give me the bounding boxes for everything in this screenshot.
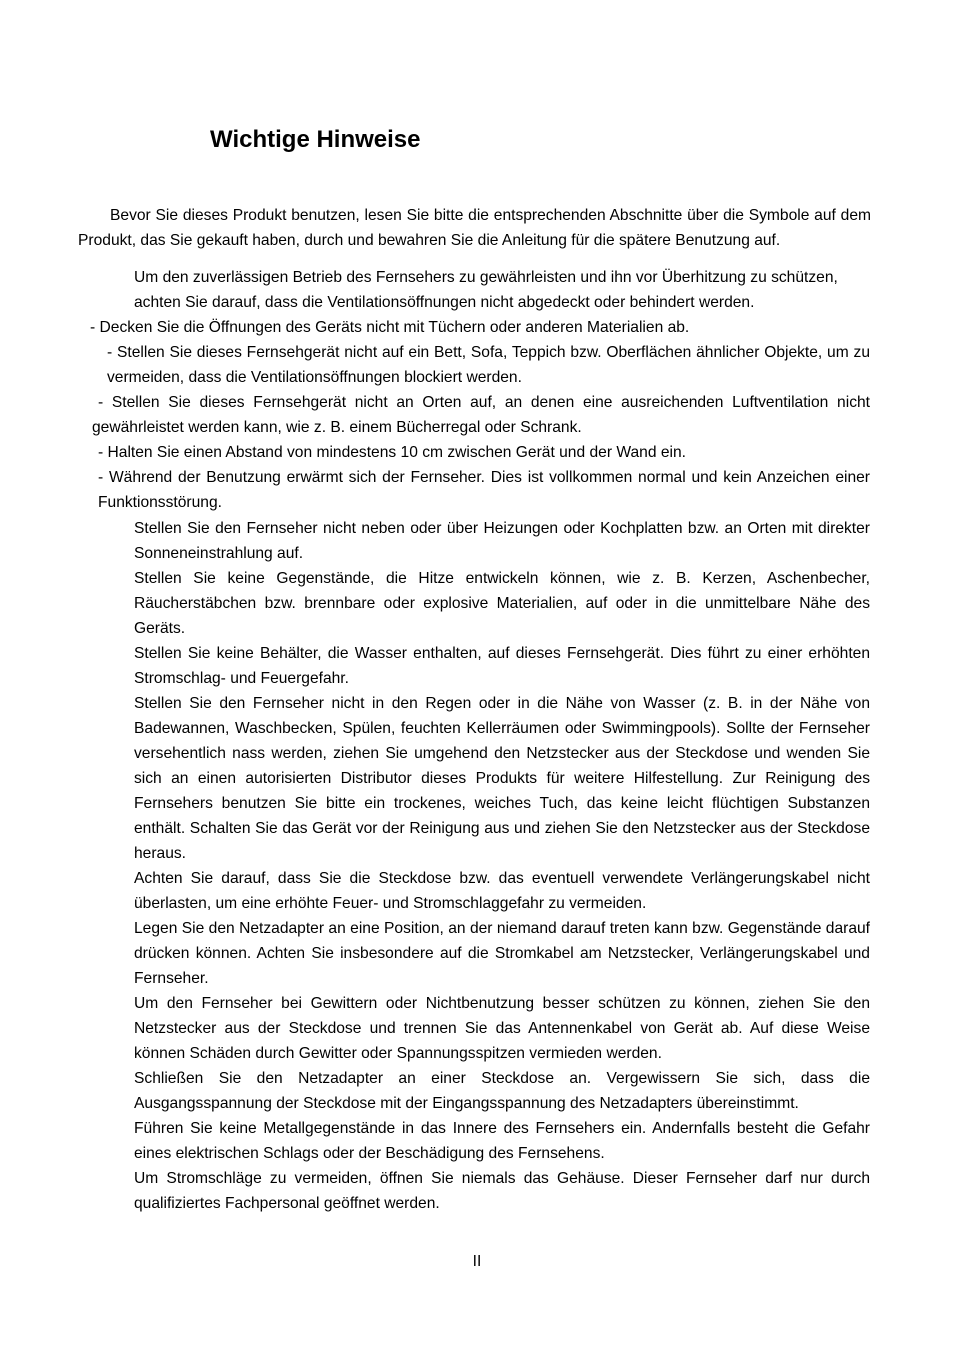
paragraph-metal-objects: Führen Sie keine Metallgegenstände in das Innere des Fernsehers ein. Andernfalls besteht die Gefahr eines elektrischen Schlags oder der Beschädigung des Fernsehens. xyxy=(134,1120,870,1162)
ventilation-rule-distance: - Halten Sie einen Abstand von mindestens 10 cm zwischen Gerät und der Wand ein. xyxy=(98,444,686,461)
paragraph-rain-water: Stellen Sie den Fernseher nicht in den Regen oder in die Nähe von Wasser (z. B. in der Nähe von Badewannen, Waschbecken, Spülen, feuchten Kellerräumen oder Swimmingpools). Sollte der Fernseher versehentlich nass werden, ziehen Sie umgehend den Netzstecker aus der Steckdose und wenden Sie sich an einen autorisierten Distributor dieses Produkts für weitere Hilfestellung. Zur Reinigung des Fernsehers benutzen Sie bitte ein trockenes, weiches Tuch, das keine leicht flüchtigen Substanzen enthält. Schalten Sie das Gerät vor der Reinigung aus und ziehen Sie den Netzstecker aus der Steckdose heraus. xyxy=(134,695,870,862)
paragraph-thunderstorm: Um den Fernseher bei Gewittern oder Nichtbenutzung besser schützen zu können, ziehen Sie den Netzstecker aus der Steckdose und trennen Sie das Antennenkabel von Gerät ab. Auf diese Weise können Schäden durch Gewitter oder Spannungsspitzen vermieden werden. xyxy=(134,995,870,1062)
intro-paragraph: Bevor Sie dieses Produkt benutzen, lesen Sie bitte die entsprechenden Abschnitte über die Symbole auf dem Produkt, das Sie gekauft haben, durch und bewahren Sie die Anleitung für die spätere Benutzung auf. xyxy=(78,207,871,249)
paragraph-power-adapter-position: Legen Sie den Netzadapter an eine Position, an der niemand darauf treten kann bzw. Gegenstände darauf drücken können. Achten Sie insbesondere auf die Stromkabel am Netzstecker, Verlängerungskabel und Fernseher. xyxy=(134,920,870,987)
ventilation-rule-surfaces: - Stellen Sie dieses Fernsehgerät nicht auf ein Bett, Sofa, Teppich bzw. Oberflächen ähnlicher Objekte, um zu vermeiden, dass die Ventilationsöffnungen blockiert werden. xyxy=(107,344,870,386)
paragraph-heat-objects: Stellen Sie keine Gegenstände, die Hitze entwickeln können, wie z. B. Kerzen, Aschenbecher, Räucherstäbchen bzw. brennbare oder explosive Materialien, auf oder in die unmittelbare Nähe des Geräts. xyxy=(134,570,870,637)
paragraph-voltage: Schließen Sie den Netzadapter an einer Steckdose an. Vergewissern Sie sich, dass die Ausgangsspannung der Steckdose mit der Eingangsspannung des Netzadapters übereinstimmt. xyxy=(134,1070,870,1112)
ventilation-rule-locations: - Stellen Sie dieses Fernsehgerät nicht an Orten auf, an denen eine ausreichenden Luftventilation nicht gewährleistet werden kann, wie z. B. einem Bücherregal oder Schrank. xyxy=(92,394,870,436)
ventilation-paragraph: Um den zuverlässigen Betrieb des Fernsehers zu gewährleisten und ihn vor Überhitzung zu schützen, achten Sie darauf, dass die Ventilationsöffnungen nicht abgedeckt oder behindert werden. xyxy=(134,269,838,311)
paragraph-housing: Um Stromschläge zu vermeiden, öffnen Sie niemals das Gehäuse. Dieser Fernseher darf nur durch qualifiziertes Fachpersonal geöffnet werden. xyxy=(134,1170,870,1212)
paragraph-water-containers: Stellen Sie keine Behälter, die Wasser enthalten, auf dieses Fernsehgerät. Dies führt zu einer erhöhten Stromschlag- und Feuergefahr. xyxy=(134,645,870,687)
paragraph-overload: Achten Sie darauf, dass Sie die Steckdose bzw. das eventuell verwendete Verlängerungskabel nicht überlasten, um eine erhöhte Feuer- und Stromschlaggefahr zu vermeiden. xyxy=(134,870,870,912)
page-number: II xyxy=(472,1253,482,1270)
page-title: Wichtige Hinweise xyxy=(210,126,421,153)
paragraph-heaters: Stellen Sie den Fernseher nicht neben oder über Heizungen oder Kochplatten bzw. an Orten mit direkter Sonneneinstrahlung auf. xyxy=(134,520,870,562)
ventilation-rule-heat: - Während der Benutzung erwärmt sich der Fernseher. Dies ist vollkommen normal und kein Anzeichen einer Funktionsstörung. xyxy=(98,469,870,511)
ventilation-rule-openings: - Decken Sie die Öffnungen des Geräts nicht mit Tüchern oder anderen Materialien ab. xyxy=(90,319,690,336)
